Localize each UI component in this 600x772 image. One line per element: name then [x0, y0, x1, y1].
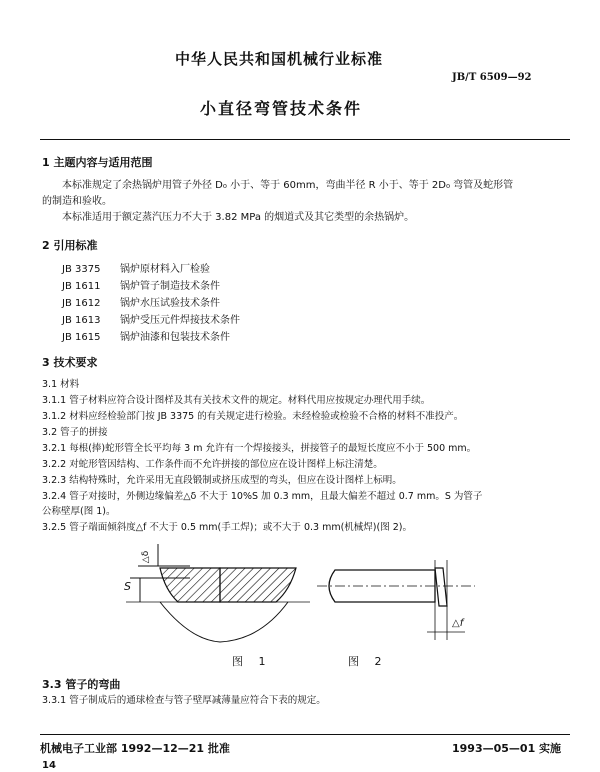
ref-name: 锅炉原材料入厂检验	[120, 264, 210, 275]
document-title: 小直径弯管技术条件	[200, 99, 363, 118]
page-number: 14	[42, 760, 56, 771]
pipe-outline	[160, 602, 288, 642]
standard-code: JB/T 6509—92	[452, 72, 532, 83]
pipe-wall-right	[220, 568, 296, 602]
clause-3-2-4-cont: 公称壁厚(图 1)。	[42, 506, 116, 517]
effective-date: 1993—05—01 实施	[452, 742, 562, 755]
clause-3-1-1: 3.1.1 管子材料应符合设计图样及其有关技术文件的规定。材料代用应按规定办理代用手续。	[42, 395, 431, 406]
clause-3-1-2: 3.1.2 材料应经检验部门按 JB 3375 的有关规定进行检验。未经检验或检验不合格的材料不准投产。	[42, 411, 464, 422]
clause-3-2-5: 3.2.5 管子端面倾斜度△f 不大于 0.5 mm(手工焊)；或不大于 0.3 mm(机械焊)(图 2)。	[42, 522, 412, 533]
footer-divider	[40, 734, 570, 735]
ref-name: 锅炉油漆和包装技术条件	[120, 332, 230, 343]
figure-2-drawing	[315, 540, 485, 645]
clause-3-2: 3.2 管子的拼接	[42, 427, 108, 438]
approval-date: 机械电子工业部 1992—12—21 批准	[40, 742, 230, 755]
figure-2-label: 图 2	[348, 655, 388, 668]
section-1-para2: 本标准适用于额定蒸汽压力不大于 3.82 MPa 的烟道式及其它类型的余热锅炉。	[62, 212, 415, 223]
figure-1-label: 图 1	[232, 655, 272, 668]
fig1-dim-delta: △δ	[141, 550, 152, 564]
clause-3-2-1: 3.2.1 每根(捧)蛇形管全长平均每 3 m 允许有一个焊接接头，拼接管子的最短长度应不小于 500 mm。	[42, 443, 477, 454]
section-1-heading: 1 主题内容与适用范围	[42, 156, 153, 169]
section-2-heading: 2 引用标准	[42, 239, 98, 252]
pipe-end-face	[435, 568, 447, 606]
ref-code: JB 3375	[62, 264, 101, 275]
header-divider	[40, 139, 570, 140]
fig2-dim-f: △f	[452, 618, 464, 629]
section-1-para1-line1: 本标准规定了余热锅炉用管子外径 D₀ 小于、等于 60mm，弯曲半径 R 小于、等于 2D₀ 弯管及蛇形管	[62, 180, 514, 191]
ref-code: JB 1612	[62, 298, 101, 309]
ref-name: 锅炉水压试验技术条件	[120, 298, 220, 309]
clause-3-2-2: 3.2.2 对蛇形管因结构、工作条件而不允许拼接的部位应在设计图样上标注清楚。	[42, 459, 383, 470]
clause-3-2-3: 3.2.3 结构特殊时，允许采用无直段锻制或挤压成型的弯头，但应在设计图样上标明。	[42, 475, 402, 486]
clause-3-3-1: 3.3.1 管子制成后的通球检查与管子壁厚减薄量应符合下表的规定。	[42, 695, 326, 706]
standard-title: 中华人民共和国机械行业标准	[175, 50, 384, 68]
ref-code: JB 1615	[62, 332, 101, 343]
fig1-dim-s: S	[124, 580, 131, 593]
ref-name: 锅炉受压元件焊接技术条件	[120, 315, 240, 326]
section-3-3-heading: 3.3 管子的弯曲	[42, 678, 121, 691]
clause-3-1: 3.1 材料	[42, 379, 80, 390]
section-3-heading: 3 技术要求	[42, 356, 98, 369]
pipe-wall-left	[160, 568, 220, 602]
section-1-para1-line2: 的制造和验收。	[42, 196, 112, 207]
clause-3-2-4: 3.2.4 管子对接时，外侧边缘偏差△δ 不大于 10%S 加 0.3 mm，且最大偏差不超过 0.7 mm。S 为管子	[42, 491, 483, 502]
ref-code: JB 1613	[62, 315, 101, 326]
ref-name: 锅炉管子制造技术条件	[120, 281, 220, 292]
ref-code: JB 1611	[62, 281, 101, 292]
